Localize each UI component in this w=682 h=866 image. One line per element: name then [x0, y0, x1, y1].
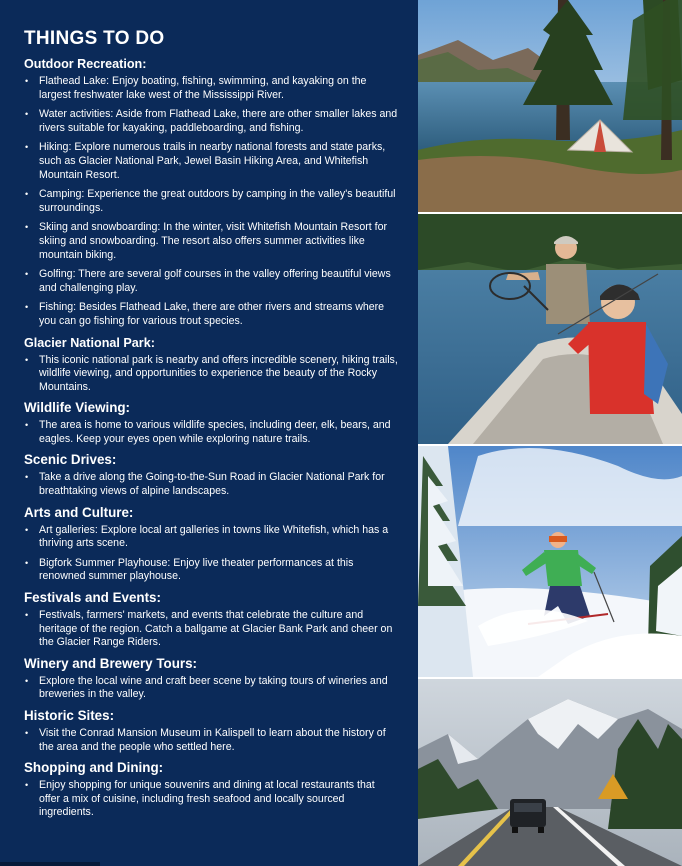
section-heading: Historic Sites:	[24, 708, 115, 723]
canoe-fishing-image	[418, 214, 682, 444]
section-outdoor-recreation	[24, 56, 398, 329]
list-item: • Bigfork Summer Playhouse: Enjoy live theater performances at this renowned summer playhouse.	[24, 557, 398, 584]
list-item: • Flathead Lake: Enjoy boating, fishing, swimming, and kayaking on the largest freshwater lake west of the Mississippi River.	[24, 75, 398, 102]
item-list	[24, 609, 398, 650]
section-glacier-national-park	[24, 335, 398, 395]
section-heading: Arts and Culture:	[24, 504, 134, 520]
item-list	[24, 419, 398, 446]
section-heading: Wildlife Viewing:	[24, 400, 131, 416]
photo-column	[418, 0, 682, 866]
list-item: • Take a drive along the Going-to-the-Sun Road in Glacier National Park for breathtaking views of alpine landscapes.	[24, 471, 398, 498]
section-winery-and-brewery-tours	[24, 656, 398, 702]
item-list	[24, 727, 398, 754]
section-festivals-and-events	[24, 590, 398, 650]
item-list	[24, 779, 398, 820]
section-historic-sites	[24, 708, 398, 754]
skiing-photo	[418, 446, 682, 677]
list-item: • Festivals, farmers' markets, and events that celebrate the culture and heritage of the region. Catch a ballgame at Glacier Bank Park and cheer on the Glacier Range Riders.	[24, 609, 398, 650]
mountain-road-image	[418, 679, 682, 866]
list-item: • Skiing and snowboarding: In the winter, visit Whitefish Mountain Resort for skiing and snowboarding. The resort also offers summer activities like mountain biking.	[24, 221, 398, 262]
section-heading: Glacier National Park:	[24, 335, 155, 350]
item-list	[24, 471, 398, 498]
item-list	[24, 354, 398, 395]
list-item: • Water activities: Aside from Flathead Lake, there are other smaller lakes and rivers suitable for kayaking, paddleboarding, and fishing.	[24, 108, 398, 135]
item-list	[24, 524, 398, 584]
bottom-accent-bar	[0, 862, 100, 866]
section-heading: Festivals and Events:	[24, 590, 161, 606]
section-heading: Shopping and Dining:	[24, 760, 164, 776]
list-item: • Hiking: Explore numerous trails in nearby national forests and state parks, such as Glacier National Park, Jewel Basin Hiking Area, and Whitefish Mountain Resort.	[24, 141, 398, 182]
list-item: • Enjoy shopping for unique souvenirs and dining at local restaurants that offer a mix of cuisine, including fresh seafood and locally sourced ingredients.	[24, 779, 398, 820]
list-item: • The area is home to various wildlife species, including deer, elk, bears, and eagles. Keep your eyes open while exploring nature trails.	[24, 419, 398, 446]
section-arts-and-culture	[24, 505, 398, 584]
section-scenic-drives	[24, 452, 398, 498]
list-item: • Art galleries: Explore local art galleries in towns like Whitefish, which has a thriving arts scene.	[24, 524, 398, 551]
skiing-image	[418, 446, 682, 677]
list-item: • Golfing: There are several golf courses in the valley offering beautiful views and challenging play.	[24, 268, 398, 295]
section-heading: Outdoor Recreation:	[24, 57, 147, 71]
list-item: • Explore the local wine and craft beer scene by taking tours of wineries and breweries in the valley.	[24, 675, 398, 702]
list-item: • Fishing: Besides Flathead Lake, there are other rivers and streams where you can go fishing for various trout species.	[24, 301, 398, 328]
list-item: • This iconic national park is nearby and offers incredible scenery, hiking trails, wildlife viewing, and opportunities to experience the beauty of the Rocky Mountains.	[24, 354, 398, 395]
item-list	[24, 75, 398, 329]
list-item: • Visit the Conrad Mansion Museum in Kalispell to learn about the history of the area and the people who settled here.	[24, 727, 398, 754]
section-wildlife-viewing	[24, 400, 398, 446]
list-item: • Camping: Experience the great outdoors by camping in the valley's beautiful surroundings.	[24, 188, 398, 215]
item-list	[24, 675, 398, 702]
section-shopping-and-dining	[24, 760, 398, 820]
section-heading: Winery and Brewery Tours:	[24, 655, 198, 671]
mountain-road-photo	[418, 679, 682, 866]
lake-camping-image	[418, 0, 682, 212]
page-title: THINGS TO DO	[24, 28, 165, 49]
canoe-fishing-photo	[418, 214, 682, 444]
lake-camping-photo	[418, 0, 682, 212]
section-heading: Scenic Drives:	[24, 452, 117, 468]
